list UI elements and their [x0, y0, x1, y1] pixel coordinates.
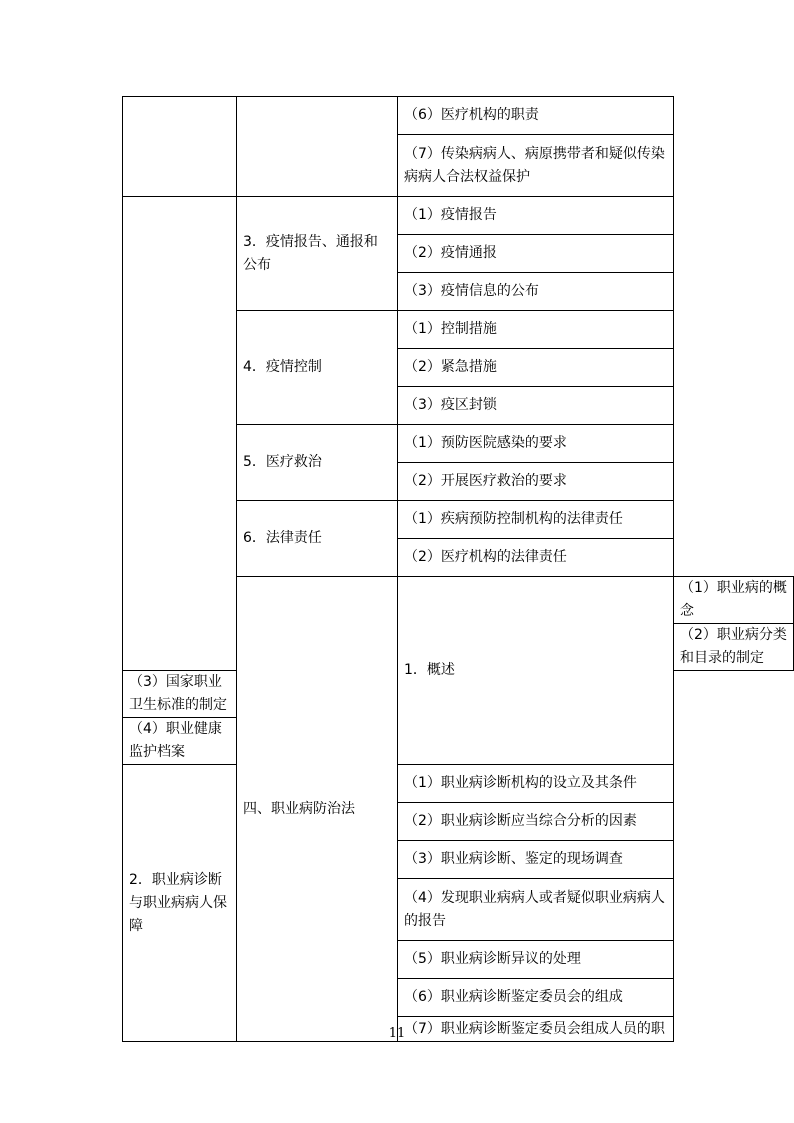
item-cell: （2）职业病分类和目录的制定 — [674, 624, 794, 671]
item-cell: （1）疫情报告 — [398, 197, 674, 235]
item-cell: （7）传染病病人、病原携带者和疑似传染病病人合法权益保护 — [398, 135, 674, 197]
item-cell: （1）控制措施 — [398, 311, 674, 349]
item-cell: （1）职业病的概念 — [674, 577, 794, 624]
item-cell: （5）职业病诊断异议的处理 — [398, 941, 674, 979]
item-cell: （6）医疗机构的职责 — [398, 97, 674, 135]
section-cell: 四、职业病防治法 — [237, 577, 398, 1042]
unit-cell: 4．疫情控制 — [237, 311, 398, 425]
item-cell: （2）紧急措施 — [398, 349, 674, 387]
table-row — [123, 197, 794, 235]
unit-cell: 1．概述 — [398, 577, 674, 765]
item-cell: （2）医疗机构的法律责任 — [398, 539, 674, 577]
syllabus-table — [122, 96, 794, 1042]
page-number: 11 — [388, 1026, 406, 1041]
item-cell: （1）疾病预防控制机构的法律责任 — [398, 501, 674, 539]
item-cell: （1）预防医院感染的要求 — [398, 425, 674, 463]
item-cell: （2）职业病诊断应当综合分析的因素 — [398, 803, 674, 841]
item-cell: （3）国家职业卫生标准的制定 — [123, 671, 237, 718]
item-cell: （3）疫区封锁 — [398, 387, 674, 425]
table-row — [123, 765, 794, 803]
item-cell: （7）职业病诊断鉴定委员会组成人员的职 — [398, 1017, 674, 1042]
unit-cell: 3．疫情报告、通报和公布 — [237, 197, 398, 311]
item-cell: （2）开展医疗救治的要求 — [398, 463, 674, 501]
unit-cell: 6．法律责任 — [237, 501, 398, 577]
unit-cell — [237, 97, 398, 197]
item-cell: （3）疫情信息的公布 — [398, 273, 674, 311]
unit-cell: 5．医疗救治 — [237, 425, 398, 501]
item-cell: （2）疫情通报 — [398, 235, 674, 273]
item-cell: （4）发现职业病病人或者疑似职业病病人的报告 — [398, 879, 674, 941]
item-cell: （1）职业病诊断机构的设立及其条件 — [398, 765, 674, 803]
section-cell — [123, 197, 237, 671]
item-cell: （6）职业病诊断鉴定委员会的组成 — [398, 979, 674, 1017]
item-cell: （3）职业病诊断、鉴定的现场调查 — [398, 841, 674, 879]
table-row — [123, 97, 794, 135]
section-cell — [123, 97, 237, 197]
unit-cell: 2．职业病诊断与职业病病人保障 — [123, 765, 237, 1042]
item-cell: （4）职业健康监护档案 — [123, 718, 237, 765]
